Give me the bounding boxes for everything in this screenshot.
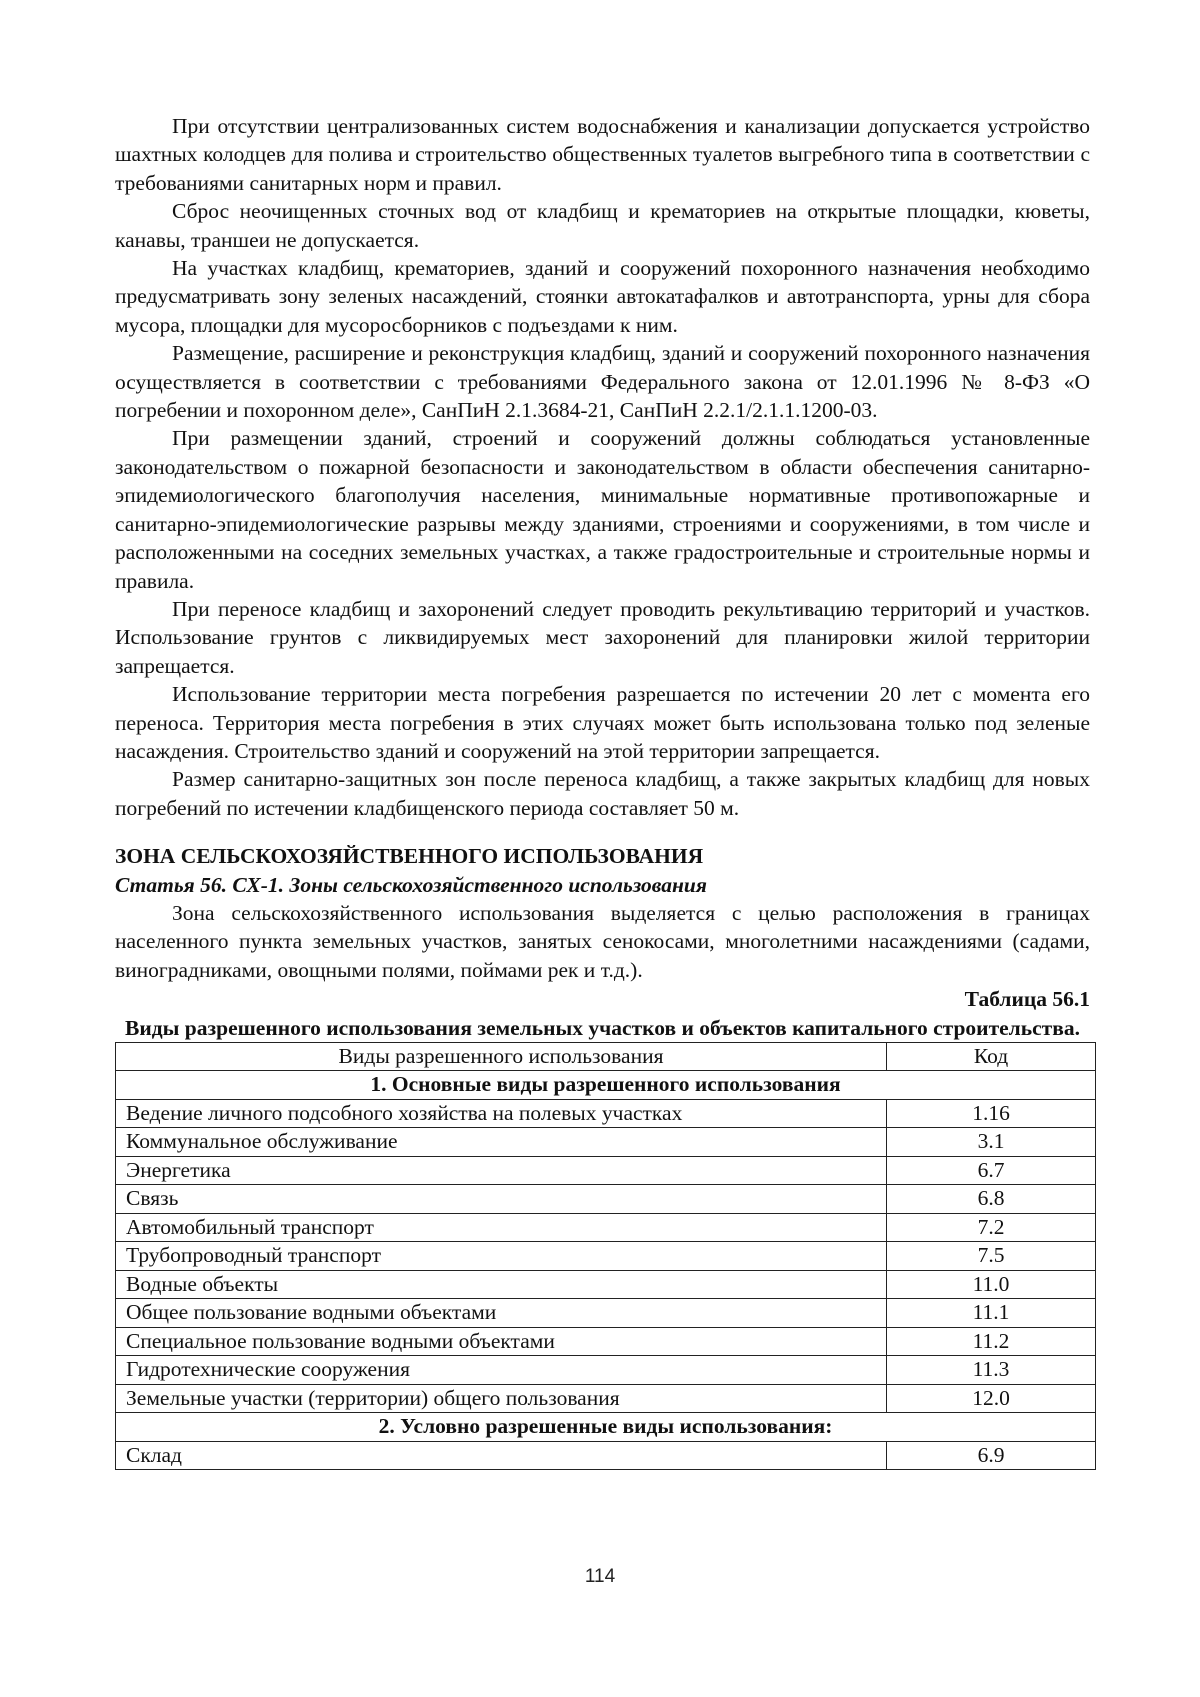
- document-page: [115, 112, 1090, 1470]
- page-number: 114: [584, 1566, 616, 1587]
- use-name: Автомобильный транспорт: [116, 1213, 887, 1242]
- table-row: [116, 1356, 1096, 1385]
- table-row: [116, 1327, 1096, 1356]
- use-code: 11.1: [887, 1299, 1096, 1328]
- use-name: Гидротехнические сооружения: [116, 1356, 887, 1385]
- paragraph-wastewater: Сброс неочищенных сточных вод от кладбищ и крематориев на открытые площадки, кюветы, канавы, траншеи не допускается.: [115, 199, 1090, 252]
- use-code: 6.7: [887, 1156, 1096, 1185]
- use-code: 11.2: [887, 1327, 1096, 1356]
- paragraph-regulation: Размещение, расширение и реконструкция кладбищ, зданий и сооружений похоронного назначения осуществляется в соответствии с требованиями Федерального закона от 12.01.1996 № 8-ФЗ «О погребении и похоронном деле», СанПиН 2.1.3684-21, СанПиН 2.2.1/2.1.1.1200-03.: [115, 341, 1090, 423]
- paragraph-sanitary-zone: Размер санитарно-защитных зон после переноса кладбищ, а также закрытых кладбищ для новых погребений по истечении кладбищенского периода составляет 50 м.: [115, 767, 1090, 820]
- table-row: [116, 1213, 1096, 1242]
- use-code: 7.2: [887, 1213, 1096, 1242]
- paragraph-water-supply: При отсутствии централизованных систем водоснабжения и канализации допускается устройство шахтных колодцев для полива и строительство общественных туалетов выгребного типа в соответствии с требованиями санитарных норм и правил.: [115, 114, 1090, 195]
- use-name: Коммунальное обслуживание: [116, 1128, 887, 1157]
- use-name: Земельные участки (территории) общего пользования: [116, 1384, 887, 1413]
- table-row: [116, 1270, 1096, 1299]
- paragraph-fire-safety: При размещении зданий, строений и сооружений должны соблюдаться установленные законодательством о пожарной безопасности и законодательством в области обеспечения санитарно-эпидемиологического благополучия населения, минимальные нормативные противопожарные и санитарно-эпидемиологические разрывы между зданиями, строениями и сооружениями, в том числе и расположенными на соседних земельных участках, а также градостроительные и строительные нормы и правила.: [115, 426, 1090, 593]
- use-name: Ведение личного подсобного хозяйства на полевых участках: [116, 1099, 887, 1128]
- use-code: 6.8: [887, 1185, 1096, 1214]
- table-header-row: [116, 1042, 1096, 1071]
- column-header-use: Виды разрешенного использования: [116, 1042, 887, 1071]
- paragraph-green-zone: На участках кладбищ, крематориев, зданий и сооружений похоронного назначения необходимо предусматривать зону зеленых насаждений, стоянки автокатафалков и автотранспорта, урны для сбора мусора, площадки для мусоросборников с подъездами к ним.: [115, 256, 1090, 337]
- section-main-uses: 1. Основные виды разрешенного использования: [116, 1071, 1096, 1100]
- use-name: Склад: [116, 1441, 887, 1470]
- column-header-code: Код: [887, 1042, 1096, 1071]
- use-code: 6.9: [887, 1441, 1096, 1470]
- section-conditional-uses: 2. Условно разрешенные виды использования:: [116, 1413, 1096, 1442]
- use-name: Трубопроводный транспорт: [116, 1242, 887, 1271]
- paragraph-territory-use: Использование территории места погребения разрешается по истечении 20 лет с момента его переноса. Территория места погребения в этих случаях может быть использована только под зеленые насаждения. Строительство зданий и сооружений на этой территории запрещается.: [115, 682, 1090, 763]
- table-row: [116, 1099, 1096, 1128]
- table-caption: Виды разрешенного использования земельных участков и объектов капитального строительства.: [125, 1015, 1080, 1040]
- use-code: 3.1: [887, 1128, 1096, 1157]
- table-row: [116, 1156, 1096, 1185]
- table-number: Таблица 56.1: [964, 987, 1090, 1012]
- table-row: [116, 1384, 1096, 1413]
- article-title: Статья 56. СХ-1. Зоны сельскохозяйственного использования: [115, 872, 707, 897]
- section-heading: ЗОНА СЕЛЬСКОХОЗЯЙСТВЕННОГО ИСПОЛЬЗОВАНИЯ: [115, 844, 704, 869]
- use-code: 12.0: [887, 1384, 1096, 1413]
- use-code: 11.3: [887, 1356, 1096, 1385]
- use-code: 7.5: [887, 1242, 1096, 1271]
- table-row: [116, 1128, 1096, 1157]
- table-section-row: [116, 1413, 1096, 1442]
- permitted-use-table: [115, 1042, 1096, 1471]
- use-code: 11.0: [887, 1270, 1096, 1299]
- paragraph-relocation: При переносе кладбищ и захоронений следует проводить рекультивацию территорий и участков. Использование грунтов с ликвидируемых мест захоронений для планировки жилой территории запрещается.: [115, 596, 1090, 678]
- table-row: [116, 1242, 1096, 1271]
- use-code: 1.16: [887, 1099, 1096, 1128]
- use-name: Связь: [116, 1185, 887, 1214]
- table-section-row: [116, 1071, 1096, 1100]
- use-name: Общее пользование водными объектами: [116, 1299, 887, 1328]
- use-name: Водные объекты: [116, 1270, 887, 1299]
- zone-description: Зона сельскохозяйственного использования выделяется с целью расположения в границах населенного пункта земельных участков, занятых сенокосами, многолетними насаждениями (садами, виноградниками, овощными полями, поймами рек и т.д.).: [115, 900, 1090, 982]
- use-name: Специальное пользование водными объектами: [116, 1327, 887, 1356]
- table-row: [116, 1441, 1096, 1470]
- table-row: [116, 1299, 1096, 1328]
- table-row: [116, 1185, 1096, 1214]
- use-name: Энергетика: [116, 1156, 887, 1185]
